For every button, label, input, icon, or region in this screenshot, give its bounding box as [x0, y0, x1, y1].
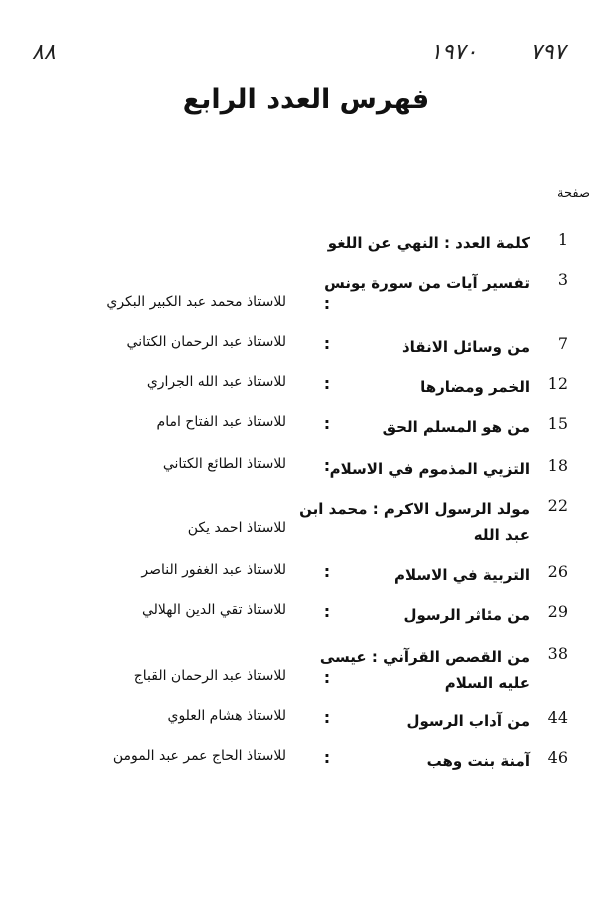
article-author: للاستاذ تقي الدين الهلالي [141, 602, 286, 618]
article-author: للاستاذ الطائع الكتاني [162, 456, 286, 472]
article-title: كلمة العدد : النهي عن اللغو [327, 234, 530, 252]
article-title: التزيي المذموم في الاسلام [329, 460, 530, 478]
page-number: 3 [557, 270, 568, 289]
page-number: 7 [557, 334, 568, 353]
article-author: للاستاذ احمد يكن [187, 520, 286, 536]
separator: : [323, 374, 331, 393]
article-title: من آداب الرسول [406, 712, 530, 730]
separator: : [323, 294, 331, 313]
page-number: 12 [547, 374, 568, 393]
page-number: 22 [547, 496, 568, 515]
page-number: 44 [547, 708, 568, 727]
separator: : [323, 668, 331, 687]
separator: : [323, 562, 331, 581]
page-number: 18 [547, 456, 568, 475]
handwritten-number-left: ٨٨ [32, 40, 56, 65]
separator: : [323, 602, 331, 621]
article-author: للاستاذ هشام العلوي [167, 708, 286, 724]
article-author: للاستاذ عبد الرحمان الكتاني [126, 334, 286, 350]
article-title: الخمر ومضارها [420, 378, 530, 396]
article-author: للاستاذ عبد الله الجراري [146, 374, 286, 390]
handwritten-year: ١٩٧٠ [430, 40, 478, 65]
page-number: 46 [547, 748, 568, 767]
article-title: تفسير آيات من سورة يونس [324, 274, 530, 292]
separator: : [323, 456, 331, 475]
page-number: 1 [557, 230, 568, 249]
article-title: آمنة بنت وهب [426, 752, 530, 770]
article-title: من هو المسلم الحق [382, 418, 530, 436]
page-number: 29 [547, 602, 568, 621]
article-author: للاستاذ محمد عبد الكبير البكري [106, 294, 286, 310]
separator: : [323, 334, 331, 353]
article-author: للاستاذ عبد الرحمان القباج [133, 668, 286, 684]
article-title: من وسائل الانقاذ [401, 338, 530, 356]
separator: : [323, 414, 331, 433]
article-title: من مئاثر الرسول [403, 606, 530, 624]
page-number: 38 [547, 644, 568, 663]
page-number: 26 [547, 562, 568, 581]
page-column-label: صفحة [557, 186, 590, 201]
page-number: 15 [547, 414, 568, 433]
handwritten-number-right: ٧٩٧ [530, 40, 566, 65]
article-author: للاستاذ عبد الغفور الناصر [141, 562, 286, 578]
separator: : [323, 708, 331, 727]
article-title: التربية في الاسلام [394, 566, 530, 584]
article-title: مولد الرسول الاكرم : محمد ابن عبد الله [299, 500, 530, 544]
article-author: للاستاذ الحاج عمر عبد المومن [112, 748, 286, 764]
page-title: فهرس العدد الرابع [182, 84, 430, 115]
article-title: من القصص القرآني : عيسى عليه السلام [319, 648, 530, 692]
separator: : [323, 748, 331, 767]
article-author: للاستاذ عبد الفتاح امام [156, 414, 286, 430]
